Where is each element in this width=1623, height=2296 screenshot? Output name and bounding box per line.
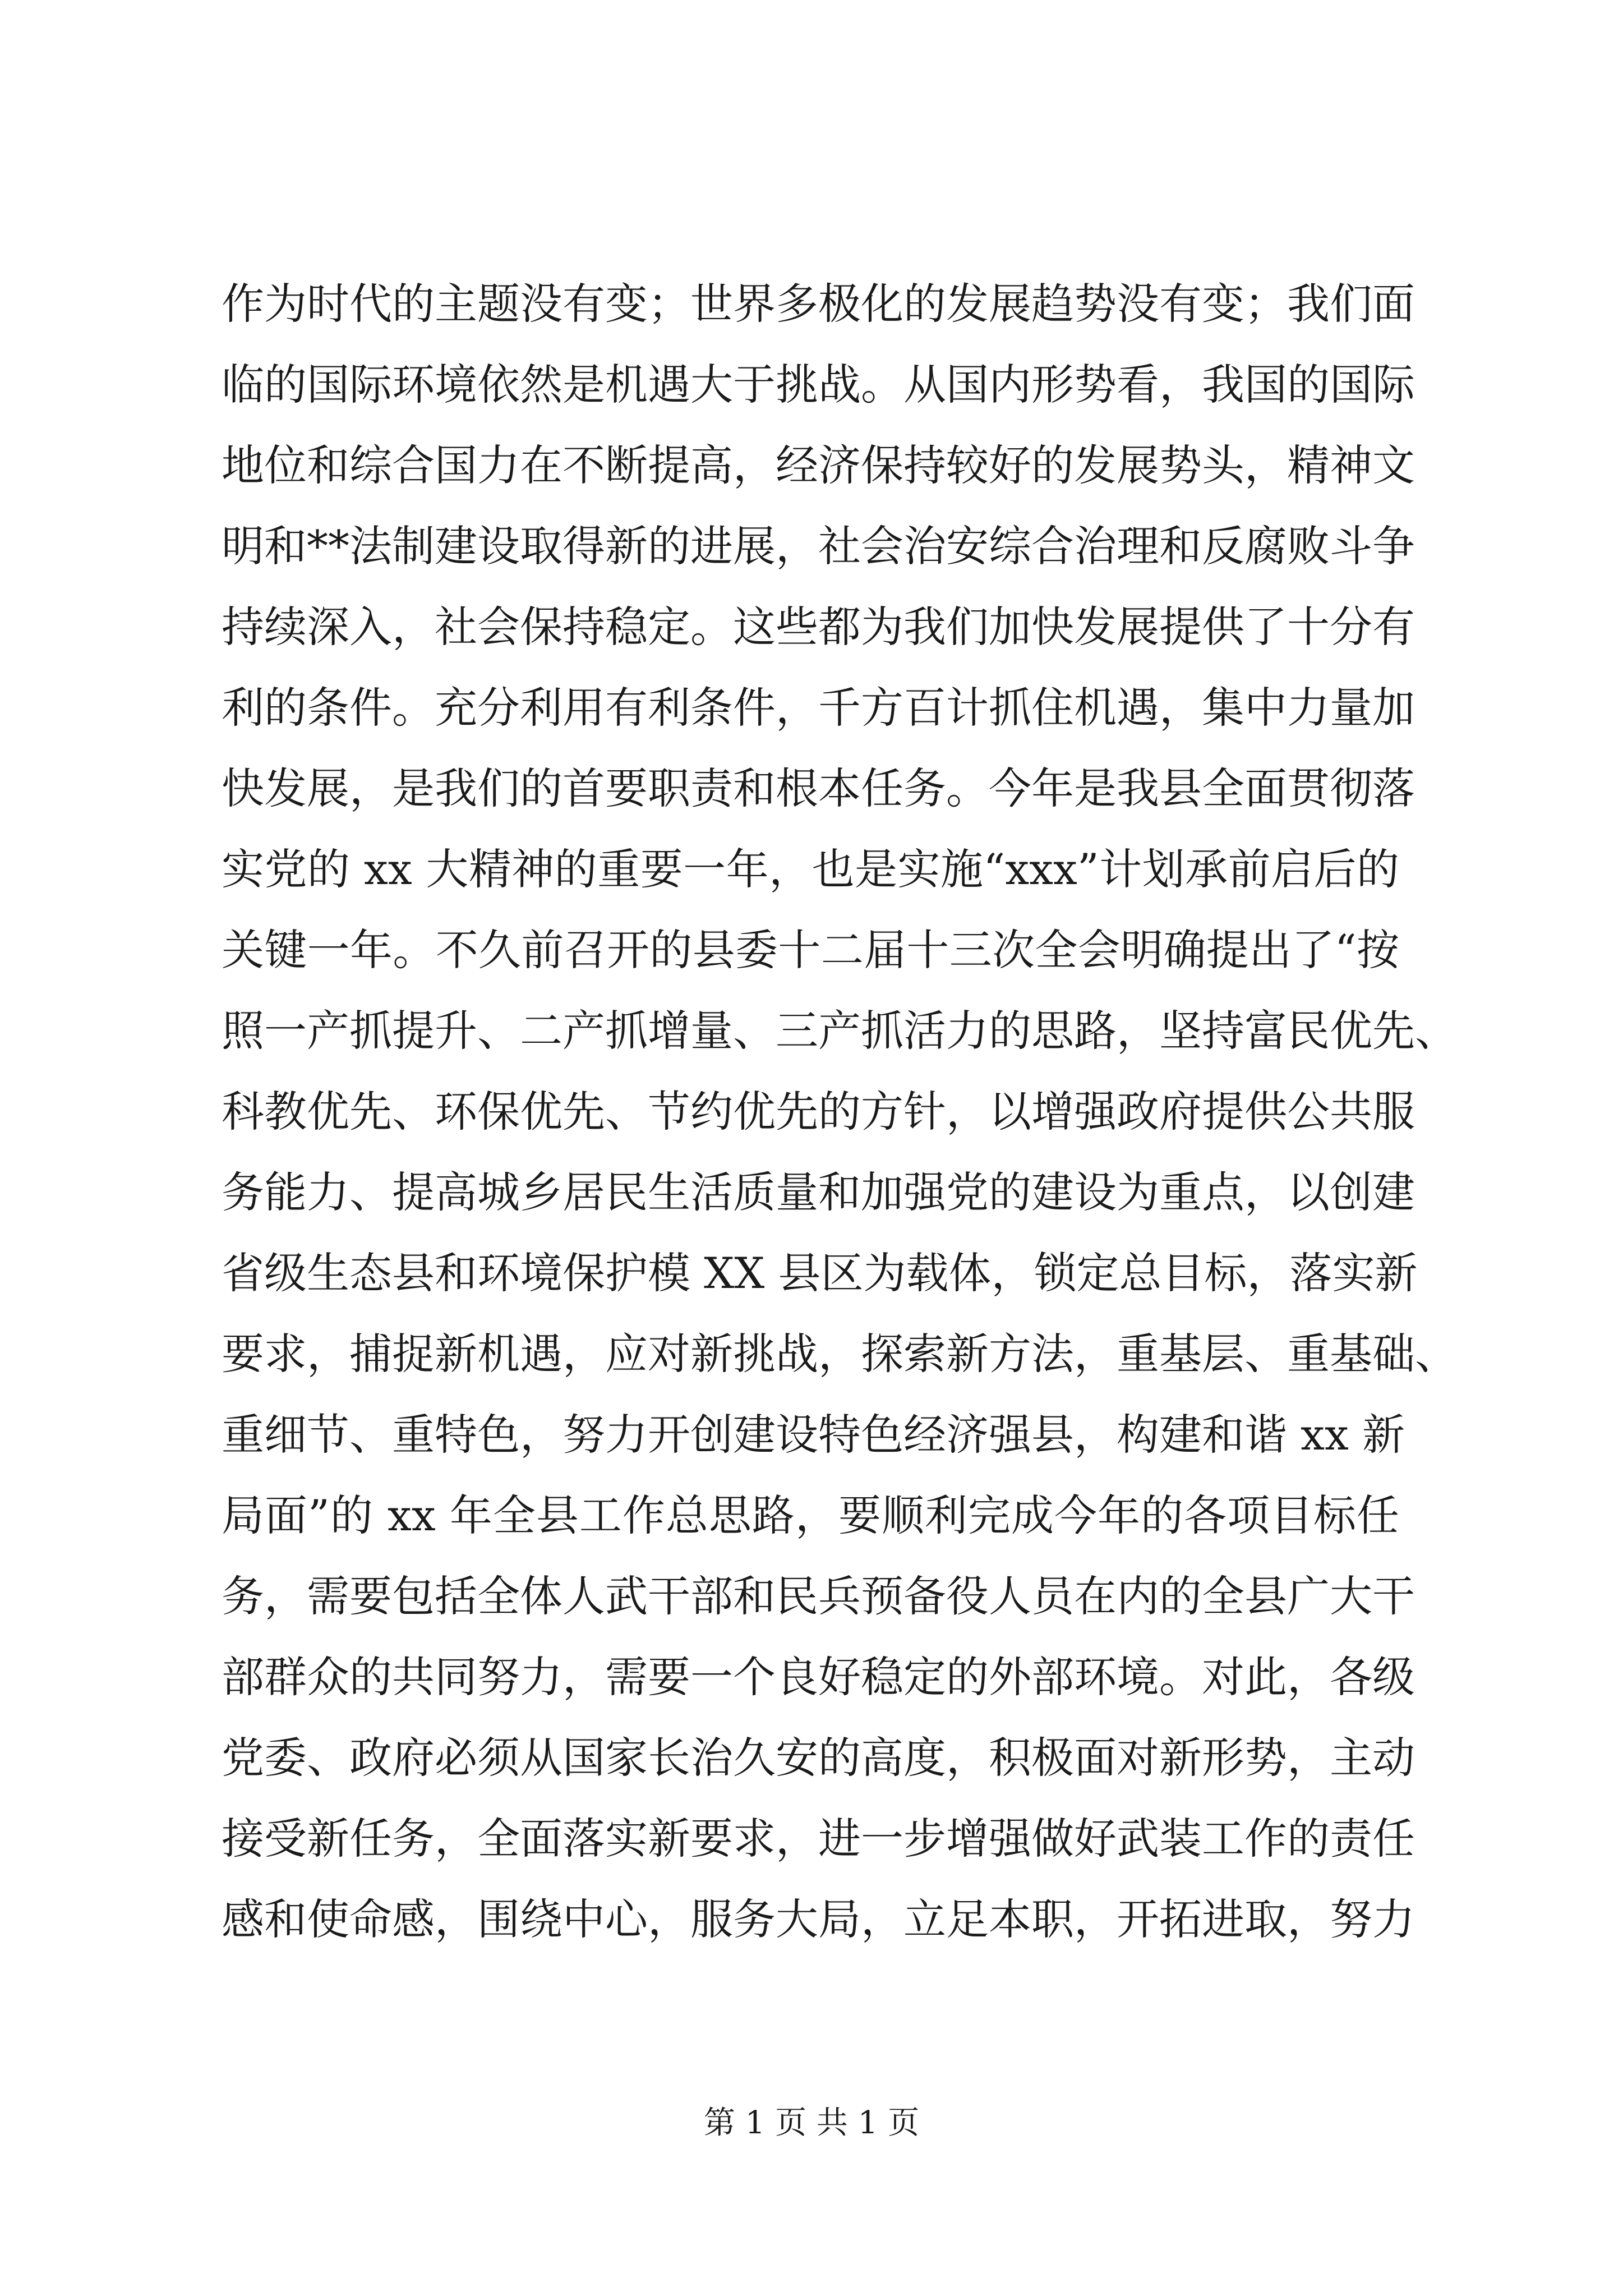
text-line: 利的条件。充分利用有利条件，千方百计抓住机遇，集中力量加 bbox=[222, 683, 1415, 733]
text-line: 重细节、重特色，努力开创建设特色经济强县，构建和谐 xx 新 bbox=[222, 1410, 1405, 1460]
text-line: 省级生态县和环境保护模 XX 县区为载体，锁定总目标，落实新 bbox=[222, 1248, 1418, 1298]
text-line: 党委、政府必须从国家长治久安的高度，积极面对新形势，主动 bbox=[222, 1733, 1415, 1783]
body-text bbox=[222, 264, 1458, 1960]
text-line: 感和使命感，围绕中心，服务大局，立足本职，开拓进取，努力 bbox=[222, 1894, 1415, 1944]
text-line: 临的国际环境依然是机遇大于挑战。从国内形势看，我国的国际 bbox=[222, 360, 1415, 409]
text-line: 持续深入，社会保持稳定。这些都为我们加快发展提供了十分有 bbox=[222, 602, 1415, 652]
text-line: 照一产抓提升、二产抓增量、三产抓活力的思路，坚持富民优先、 bbox=[222, 1006, 1458, 1056]
text-line: 关键一年。不久前召开的县委十二届十三次全会明确提出了“按 bbox=[222, 925, 1399, 975]
text-line: 接受新任务，全面落实新要求，进一步增强做好武装工作的责任 bbox=[222, 1814, 1415, 1864]
text-line: 作为时代的主题没有变；世界多极化的发展趋势没有变；我们面 bbox=[222, 279, 1415, 329]
text-line: 地位和综合国力在不断提高，经济保持较好的发展势头，精神文 bbox=[222, 440, 1415, 490]
text-line: 务，需要包括全体人武干部和民兵预备役人员在内的全县广大干 bbox=[222, 1571, 1415, 1621]
text-line: 快发展，是我们的首要职责和根本任务。今年是我县全面贯彻落 bbox=[222, 763, 1415, 813]
text-line: 部群众的共同努力，需要一个良好稳定的外部环境。对此，各级 bbox=[222, 1652, 1415, 1702]
text-line: 局面”的 xx 年全县工作总思路，要顺利完成今年的各项目标任 bbox=[222, 1490, 1399, 1540]
text-line: 明和**法制建设取得新的进展，社会治安综合治理和反腐败斗争 bbox=[222, 521, 1415, 571]
page-footer: 第 1 页 共 1 页 bbox=[703, 2105, 920, 2141]
text-line: 务能力、提高城乡居民生活质量和加强党的建设为重点，以创建 bbox=[222, 1167, 1415, 1217]
text-line: 实党的 xx 大精神的重要一年，也是实施“xxx”计划承前启后的 bbox=[222, 844, 1399, 894]
text-line: 科教优先、环保优先、节约优先的方针，以增强政府提供公共服 bbox=[222, 1087, 1415, 1137]
text-line: 要求，捕捉新机遇，应对新挑战，探索新方法，重基层、重基础、 bbox=[222, 1329, 1458, 1379]
